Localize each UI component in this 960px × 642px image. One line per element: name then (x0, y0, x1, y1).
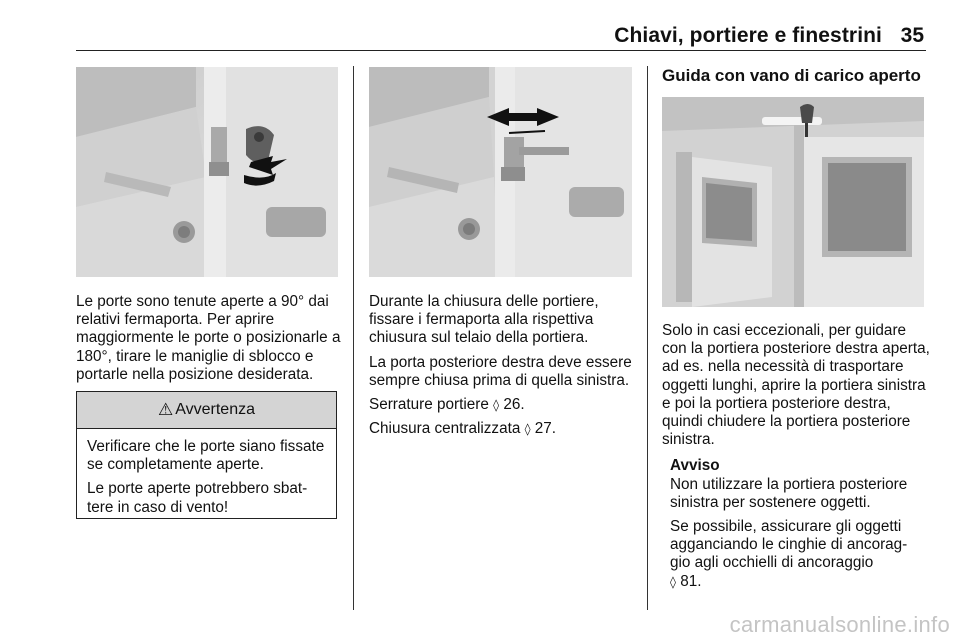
reference-arrow-icon: ◊ (670, 574, 676, 589)
note-title: Avviso (670, 457, 720, 475)
reference-page: 26. (503, 396, 525, 414)
hinge-text (369, 293, 639, 444)
warning-line: Verificare che le porte siano fissate se completamente aperte. (87, 438, 325, 474)
hinge-paragraph-1: Durante la chiusura delle portiere, fissare i fermaporta alla rispettiva chiusura sul telaio della portiera. (369, 293, 599, 347)
reference-central-locking[interactable] (369, 420, 639, 438)
column-divider-2 (647, 66, 648, 610)
note-line-2 (670, 518, 930, 591)
open-cargo-doors-photo (662, 97, 924, 307)
column-divider-1 (353, 66, 354, 610)
note-line-1: Non utilizzare la portiera posteriore sinistra per sostenere oggetti. (670, 475, 908, 511)
header-rule (76, 50, 926, 51)
section-title: Guida con vano di carico aperto (662, 66, 921, 85)
page-header-title: Chiavi, portiere e finestrini (614, 24, 882, 47)
note-ref-page[interactable]: 81. (680, 572, 702, 590)
door-stop-paragraph: Le porte sono tenute aperte a 90° dai relativi fermaporta. Per aprire maggiormente le porte o posizionarle a 180°, tirare le maniglie di sblocco e portarle nella posizione desiderata. (76, 293, 341, 383)
page-number: 35 (900, 24, 924, 47)
note-block (670, 457, 930, 590)
reference-page: 27. (534, 420, 557, 438)
note-line-2-text: Se possibile, assicurare gli oggetti agganciando le cinghie di ancorag- gio agli occhielli di ancoraggio (670, 518, 908, 572)
cargo-text (662, 322, 930, 591)
reference-label: Chiusura centralizzata (369, 420, 521, 438)
door-stop-photo (76, 67, 338, 277)
warning-body (77, 429, 336, 517)
warning-box (76, 391, 337, 519)
reference-arrow-icon: ◊ (524, 422, 531, 437)
hinge-paragraph-2: La porta posteriore destra deve essere sempre chiusa prima di quella sinistra. (369, 353, 632, 389)
watermark: carmanualsonline.info (729, 612, 950, 637)
warning-title: Avvertenza (175, 401, 255, 418)
door-hinge-arrows-photo (369, 67, 632, 277)
reference-label: Serrature portiere (369, 396, 489, 414)
warning-header (77, 392, 336, 429)
warning-line: Le porte aperte potrebbero sbat- tere in caso di vento! (87, 480, 308, 516)
reference-arrow-icon: ◊ (493, 398, 500, 413)
warning-triangle-icon: ⚠ (158, 400, 174, 419)
reference-door-locks[interactable] (369, 396, 639, 414)
cargo-paragraph: Solo in casi eccezionali, per guidare con la portiera posteriore destra aperta, ad es. nella necessità di trasportare oggetti lunghi, aprire la portiera sinistra e poi la portiera posteriore destra, quindi chiudere la portiera posteriore sinistra. (662, 322, 930, 449)
